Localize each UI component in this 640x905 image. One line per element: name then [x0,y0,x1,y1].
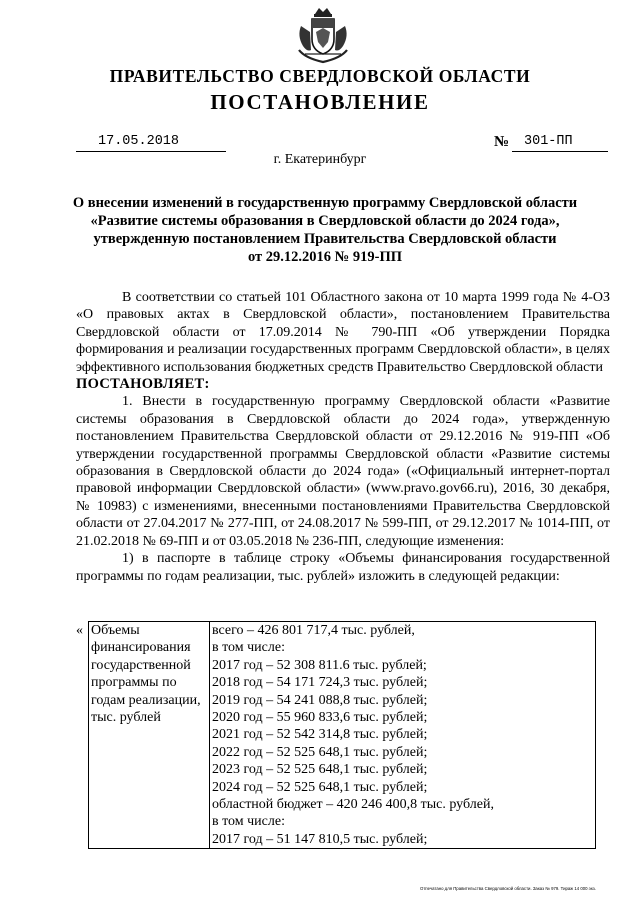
financing-values-cell [210,622,596,849]
title-line: от 29.12.2016 № 919-ПП [247,249,402,265]
title-line: «Развитие системы образования в Свердловской области до 2024 года», [90,213,560,229]
title-line: утвержденную постановлением Правительства Свердловской области [93,231,557,247]
decree-heading: ПОСТАНОВЛЯЕТ: [76,376,210,393]
financing-line: 2020 год – 55 960 833,6 тыс. рублей; [212,710,428,726]
preamble-paragraph: В соответствии со статьей 101 Областного закона от 10 марта 1999 года № 4-ОЗ «О правовых актах в Свердловской области», постановлением Правительства Свердловской области от 17.09.2014 № 790-ПП «Об утверждении Порядка формирования и реализации государственных программ Свердловской области», в целях эффективного использования бюджетных средств Правительство Свердловской области [76,290,610,375]
financing-line: 2019 год – 54 241 088,8 тыс. рублей; [212,692,428,708]
document-city: г. Екатеринбург [273,152,367,167]
coat-of-arms-icon [295,6,351,64]
financing-label-cell: Объемы финансирования государственной программы по годам реализации, тыс. рублей [89,622,210,849]
item-1-paragraph: 1. Внести в государственную программу Свердловской области «Развитие системы образования в Свердловской области до 2024 года», утвержденную постановлением Правительства Свердловской области от 29.12.2016 № 919-ПП «Об утверждении государственной программы Свердловской области «Развитие системы образования в Свердловской области до 2024 года» («Официальный интернет-портал правовой информации Свердловской области» (www.pravo.gov66.ru), 2016, 30 декабря, № 10983) с изменениями, внесенными постановлениями Правительства Свердловской области от 27.04.2017 № 277-ПП, от 24.08.2017 № 599-ПП, от 29.12.2017 № 1014-ПП, от 21.02.2018 № 69-ПП и от 03.05.2018 № 236-ПП, следующие изменения: [76,394,610,549]
document-body [76,289,610,585]
number-label: № [494,134,510,150]
financing-line: в том числе: [212,640,285,656]
document-date: 17.05.2018 [76,134,226,152]
financing-line: 2023 год – 52 525 648,1 тыс. рублей; [212,762,428,778]
table-row [89,622,596,849]
financing-line: 2024 год – 52 525 648,1 тыс. рублей; [212,779,428,795]
document-type: ПОСТАНОВЛЕНИЕ [210,90,430,114]
financing-line: областной бюджет – 420 246 400,8 тыс. рублей, [212,797,494,813]
print-footer: Отпечатано для Правительства Свердловской области. Заказ № 979. Тираж 14 000 экз. [420,886,596,891]
organization-name: ПРАВИТЕЛЬСТВО СВЕРДЛОВСКОЙ ОБЛАСТИ [109,66,531,86]
opening-quote: « [76,623,83,638]
title-line: О внесении изменений в государственную программу Свердловской области [72,195,578,211]
financing-line: 2022 год – 52 525 648,1 тыс. рублей; [212,744,428,760]
financing-table [88,621,596,849]
financing-line: 2017 год – 51 147 810,5 тыс. рублей; [212,831,428,847]
document-number: 301-ПП [512,134,608,152]
financing-line: 2021 год – 52 542 314,8 тыс. рублей; [212,727,428,743]
financing-line: 2017 год – 52 308 811.6 тыс. рублей; [212,657,427,673]
financing-line: всего – 426 801 717,4 тыс. рублей, [212,623,415,638]
financing-line: 2018 год – 54 171 724,3 тыс. рублей; [212,675,428,691]
financing-line: в том числе: [212,814,285,830]
item-1-1-paragraph: 1) в паспорте в таблице строку «Объемы финансирования государственной программы по годам реализации, тыс. рублей» изложить в следующей редакции: [76,551,610,584]
document-title [70,194,580,266]
